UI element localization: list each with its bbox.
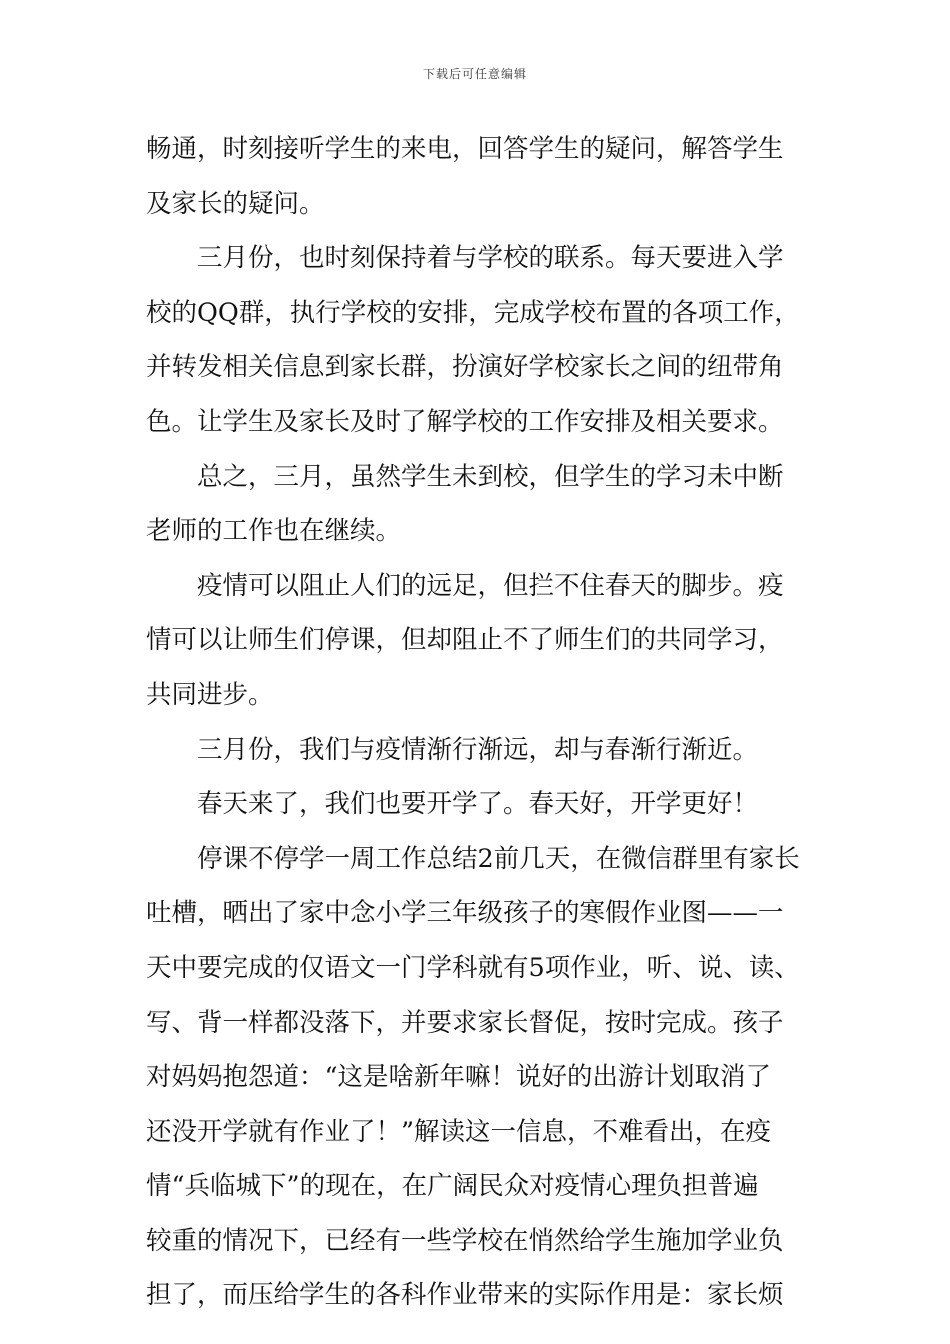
text-line: 老师的工作也在继续。 <box>146 516 402 547</box>
text-line: 校的QQ群，执行学校的安排，完成学校布置的各项工作， <box>146 297 800 328</box>
text-line: 春天来了，我们也要开学了。春天好，开学更好！ <box>197 789 759 820</box>
text-line: 对妈妈抱怨道：“这是啥新年嘛！说好的出游计划取消了 <box>146 1062 772 1093</box>
text-line: 写、背一样都没落下，并要求家长督促，按时完成。孩子 <box>146 1007 784 1038</box>
text-line: 吐槽，晒出了家中念小学三年级孩子的寒假作业图——一 <box>146 898 784 929</box>
text-line: 色。让学生及家长及时了解学校的工作安排及相关要求。 <box>146 406 784 437</box>
text-line: 并转发相关信息到家长群，扮演好学校家长之间的纽带角 <box>146 352 784 383</box>
text-line: 天中要完成的仅语文一门学科就有5项作业，听、说、读、 <box>146 952 800 983</box>
document-body <box>146 122 811 1323</box>
text-line: 还没开学就有作业了！”解读这一信息，不难看出，在疫 <box>146 1116 772 1147</box>
text-line: 共同进步。 <box>146 679 274 710</box>
text-line: 总之，三月，虽然学生未到校，但学生的学习未中断 <box>197 461 784 492</box>
text-line: 停课不停学一周工作总结2前几天，在微信群里有家长 <box>197 843 800 874</box>
text-line: 担了，而压给学生的各科作业带来的实际作用是：家长烦 <box>146 1280 784 1311</box>
text-line: 情可以让师生们停课，但却阻止不了师生们的共同学习， <box>146 625 784 656</box>
text-line: 三月份，我们与疫情渐行渐远，却与春渐行渐近。 <box>197 734 759 765</box>
text-line: 情“兵临城下”的现在，在广阔民众对疫情心理负担普遍 <box>146 1171 759 1202</box>
text-line: 三月份，也时刻保持着与学校的联系。每天要进入学 <box>197 243 784 274</box>
text-line: 畅通，时刻接听学生的来电，回答学生的疑问，解答学生 <box>146 134 784 164</box>
text-line: 疫情可以阻止人们的远足，但拦不住春天的脚步。疫 <box>197 570 784 601</box>
text-line: 及家长的疑问。 <box>146 188 325 219</box>
text-line: 较重的情况下，已经有一些学校在悄然给学生施加学业负 <box>146 1225 784 1256</box>
page-header: 下载后可任意编辑 <box>422 67 527 81</box>
